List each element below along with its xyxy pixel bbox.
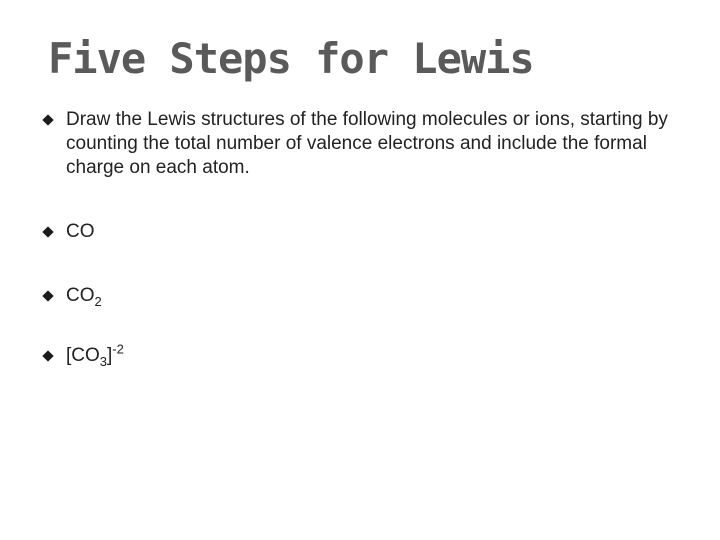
bullet-co3-close: ] [107, 345, 113, 366]
bullet-co3-open: [CO [66, 345, 100, 366]
bullet-co3-ion [42, 341, 682, 369]
bullet-instructions-text: Draw the Lewis structures of the following molecules or ions, starting by counting the total number of valence electrons and include the formal charge on each atom. [66, 109, 668, 178]
diamond-bullet-icon [42, 114, 53, 125]
bullet-co3-charge: -2 [112, 341, 124, 357]
bullet-co2-base: CO [66, 285, 95, 306]
diamond-bullet-icon [42, 350, 53, 361]
bullet-co2 [42, 284, 682, 308]
bullet-co2-subscript: 2 [94, 293, 102, 309]
bullet-co [42, 220, 682, 244]
slide-title: Five Steps for Lewis [48, 34, 534, 83]
bullet-list [42, 108, 682, 368]
diamond-bullet-icon [42, 226, 53, 237]
diamond-bullet-icon [42, 290, 53, 301]
bullet-instructions [42, 108, 682, 180]
bullet-co3-subscript: 3 [99, 353, 108, 369]
bullet-co-text: CO [66, 221, 95, 242]
